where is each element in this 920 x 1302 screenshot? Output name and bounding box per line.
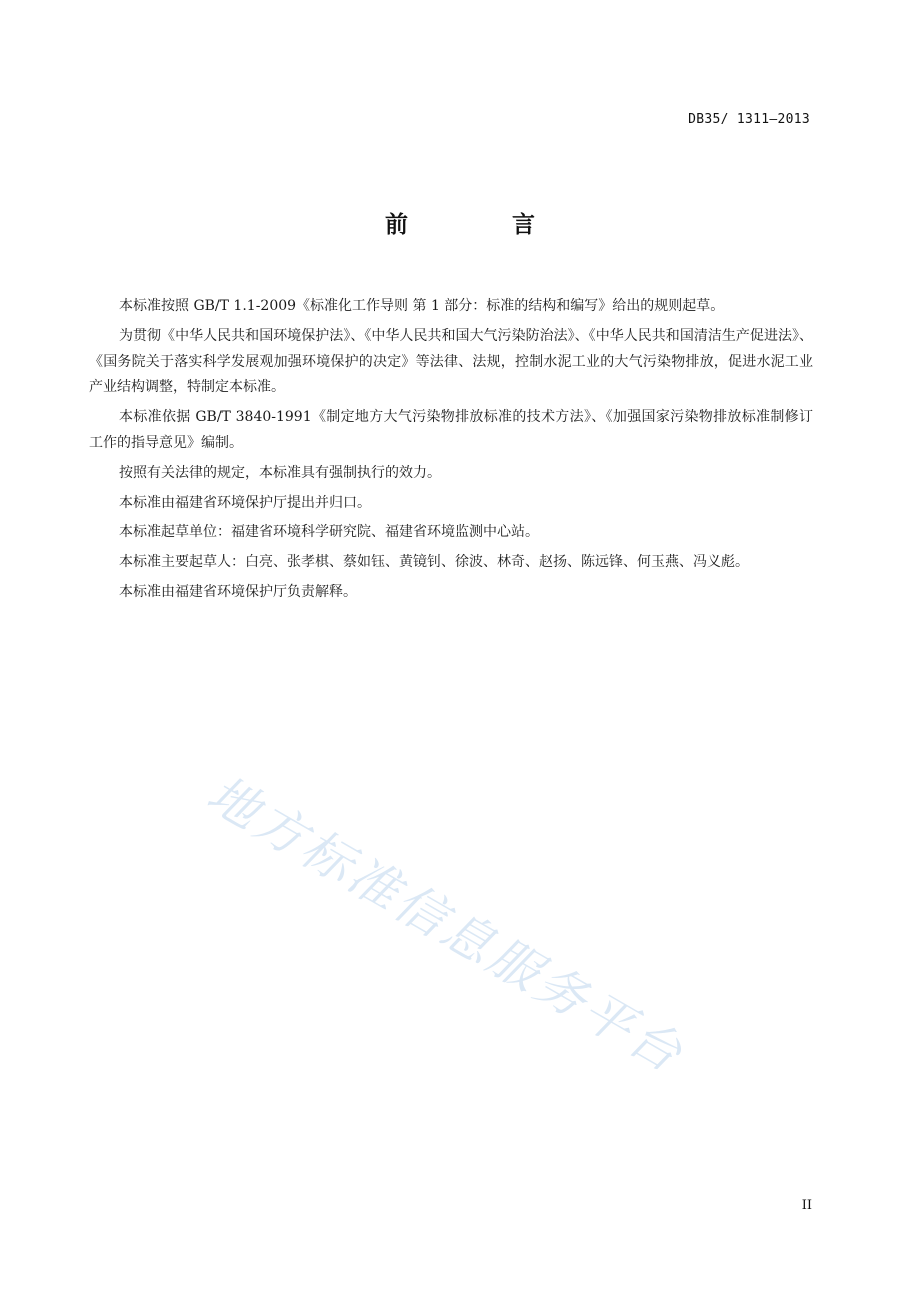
paragraph-drafting-rules: 本标准按照 GB/T 1.1-2009《标准化工作导则 第 1 部分：标准的结构和编写》给出的规则起草。 (119, 298, 725, 314)
paragraph-drafters: 本标准主要起草人：白亮、张孝棋、蔡如钰、黄镜钊、徐波、林奇、赵扬、陈远锋、何玉燕、冯义彪。 (119, 554, 749, 571)
page-title: 前 言 (384, 212, 583, 238)
paragraph-purpose: 为贯彻《中华人民共和国环境保护法》、《中华人民共和国大气污染防治法》、《中华人民共和国清洁生产促进法》、《国务院关于落实科学发展观加强环境保护的决定》等法律、法规，控制水泥工业的大气污染物排放，促进水泥工业产业结构调整，特制定本标准。 (89, 327, 813, 396)
document-code: DB35/ 1311—2013 (688, 112, 810, 127)
paragraph-basis: 本标准依据 GB/T 3840-1991《制定地方大气污染物排放标准的技术方法》、《加强国家污染物排放标准制修订工作的指导意见》编制。 (89, 409, 813, 451)
paragraph-proposer: 本标准由福建省环境保护厅提出并归口。 (119, 494, 371, 511)
foreword-body (89, 294, 813, 610)
paragraph-legal-effect: 按照有关法律的规定，本标准具有强制执行的效力。 (119, 464, 441, 481)
watermark: 地方标准信息服务平台 (197, 764, 695, 1085)
paragraph-interpretation: 本标准由福建省环境保护厅负责解释。 (119, 583, 357, 600)
page-number: II (801, 1198, 812, 1213)
paragraph-drafting-units: 本标准起草单位：福建省环境科学研究院、福建省环境监测中心站。 (119, 524, 539, 541)
